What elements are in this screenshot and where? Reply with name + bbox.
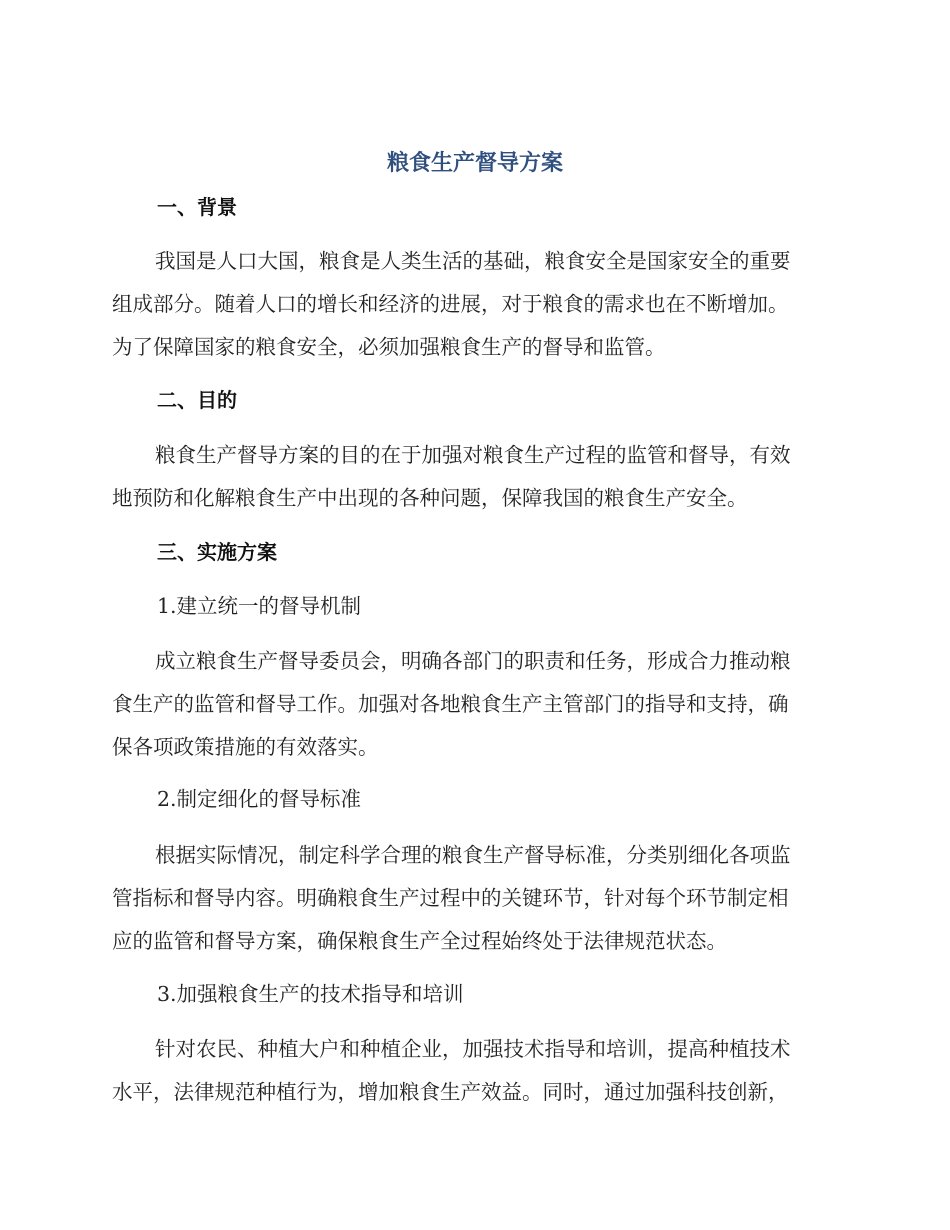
paragraph-line: 食生产的监管和督导工作。加强对各地粮食生产主管部门的指导和支持，确 — [112, 692, 789, 716]
paragraph-line: 水平，法律规范种植行为，增加粮食生产效益。同时，通过加强科技创新， — [112, 1080, 789, 1104]
subheading-training: 3.加强粮食生产的技术指导和培训 — [157, 982, 464, 1006]
paragraph-line: 应的监管和督导方案，确保粮食生产全过程始终处于法律规范状态。 — [112, 929, 727, 953]
section-paragraph-purpose — [112, 434, 832, 520]
paragraph-training — [112, 1028, 832, 1114]
paragraph-mechanism — [112, 640, 832, 769]
paragraph-line: 针对农民、种植大户和种植企业，加强技术指导和培训，提高种植技术 — [155, 1037, 791, 1061]
subheading-standards: 2.制定细化的督导标准 — [157, 787, 362, 811]
paragraph-line: 根据实际情况，制定科学合理的粮食生产督导标准，分类别细化各项监 — [155, 843, 791, 867]
paragraph-line: 为了保障国家的粮食安全，必须加强粮食生产的督导和监管。 — [112, 335, 666, 359]
paragraph-line: 粮食生产督导方案的目的在于加强对粮食生产过程的监管和督导，有效 — [155, 443, 791, 467]
section-heading-background: 一、背景 — [157, 195, 237, 219]
section-heading-implementation: 三、实施方案 — [157, 540, 277, 564]
subheading-mechanism: 1.建立统一的督导机制 — [157, 594, 362, 618]
document-title: 粮食生产督导方案 — [386, 151, 563, 176]
section-paragraph-background — [112, 240, 832, 369]
paragraph-line: 组成部分。随着人口的增长和经济的进展，对于粮食的需求也在不断增加。 — [112, 292, 789, 316]
paragraph-line: 保各项政策措施的有效落实。 — [112, 735, 379, 759]
paragraph-line: 我国是人口大国，粮食是人类生活的基础，粮食安全是国家安全的重要 — [155, 249, 791, 273]
paragraph-line: 地预防和化解粮食生产中出现的各种问题，保障我国的粮食生产安全。 — [112, 486, 748, 510]
paragraph-standards — [112, 834, 832, 963]
section-heading-purpose: 二、目的 — [157, 388, 237, 412]
paragraph-line: 管指标和督导内容。明确粮食生产过程中的关键环节，针对每个环节制定相 — [112, 886, 789, 910]
paragraph-line: 成立粮食生产督导委员会，明确各部门的职责和任务，形成合力推动粮 — [155, 649, 791, 673]
